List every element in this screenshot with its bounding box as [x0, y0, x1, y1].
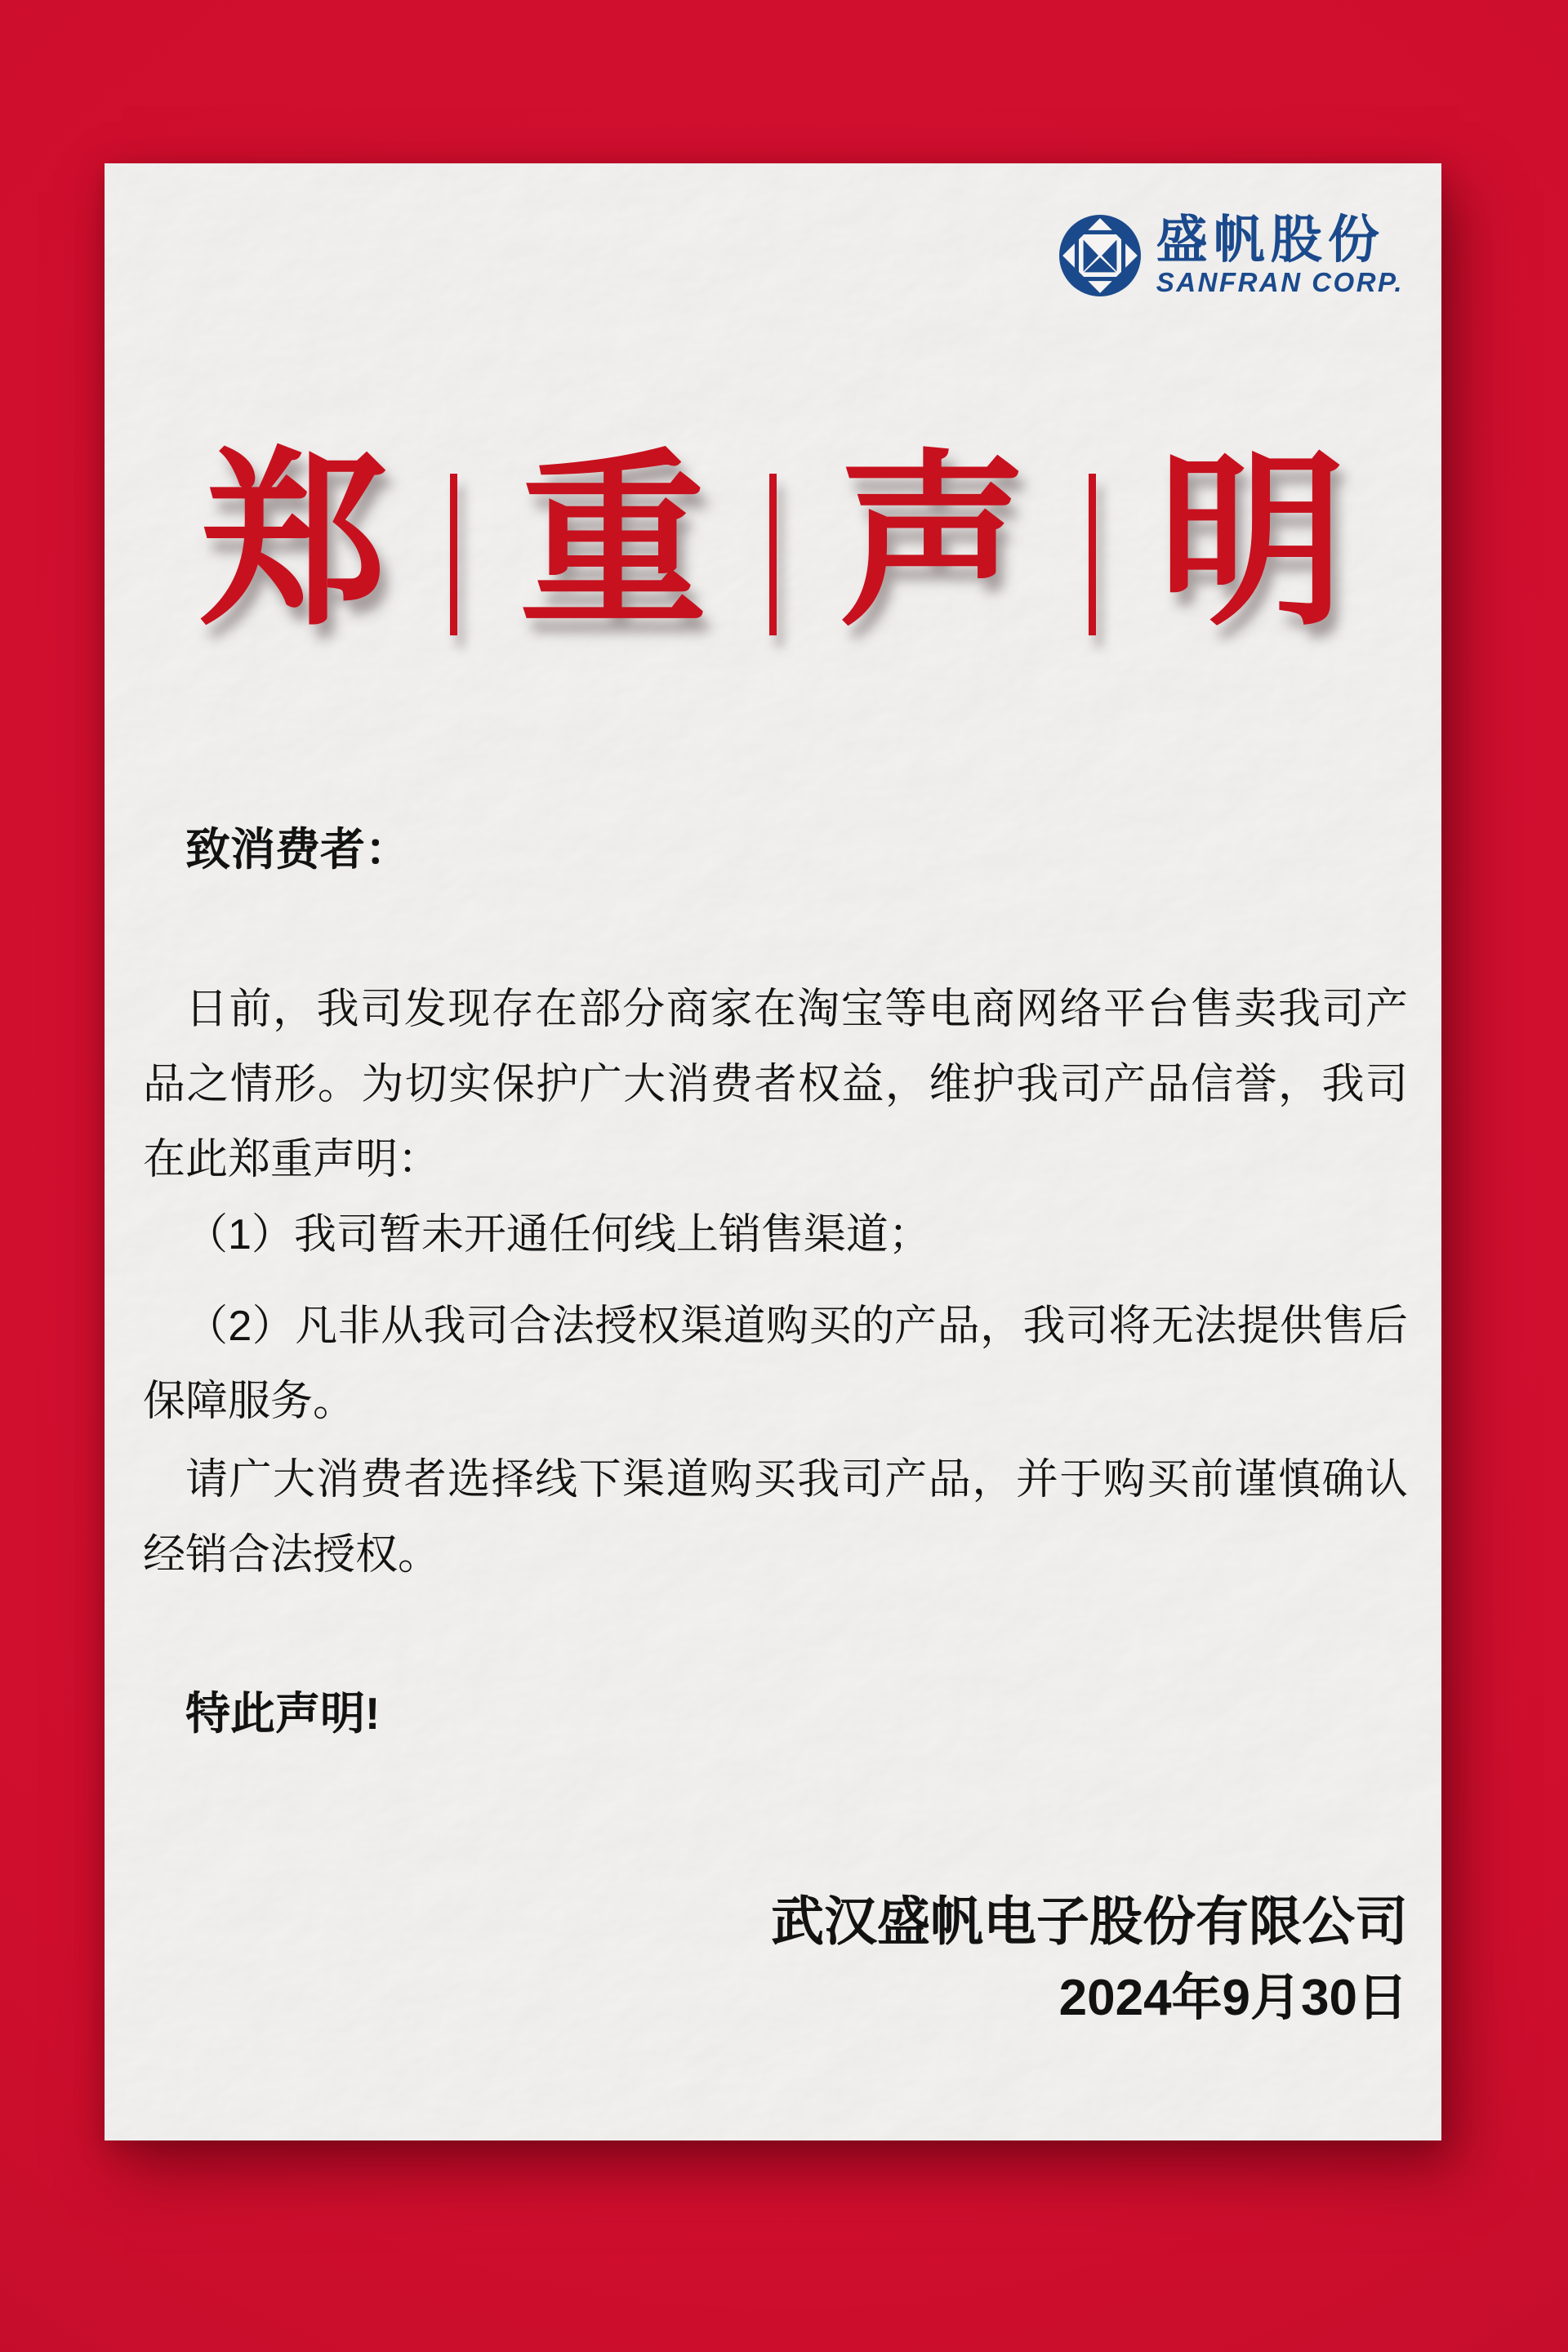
- company-logo-text: [1156, 214, 1404, 297]
- title-char: 重: [519, 431, 707, 652]
- paragraph: 日前，我司发现存在部分商家在淘宝等电商网络平台售卖我司产品之情形。为切实保护广大消费者权益，维护我司产品信誉，我司在此郑重声明：: [143, 986, 1408, 1183]
- title-char: 声: [839, 431, 1027, 652]
- company-logo-icon: [1058, 214, 1142, 297]
- signature-date: 2024年9月30日: [1058, 1970, 1408, 2026]
- company-name-cn: 盛帆股份: [1156, 212, 1385, 269]
- company-logo: [1058, 214, 1404, 297]
- signature-block: [771, 1882, 1408, 2036]
- statement-title: [105, 431, 1441, 652]
- title-char: 郑: [199, 431, 388, 652]
- paragraph: 请广大消费者选择线下渠道购买我司产品，并于购买前谨慎确认经销合法授权。: [143, 1456, 1408, 1579]
- paragraph: （1）我司暂未开通任何线上销售渠道；: [185, 1211, 931, 1258]
- statement-paper: [105, 163, 1441, 2140]
- signature-company: 武汉盛帆电子股份有限公司: [770, 1891, 1408, 1951]
- title-char: 明: [1158, 431, 1347, 652]
- company-name-en: SANFRAN CORP.: [1156, 267, 1404, 297]
- paragraph: （2）凡非从我司合法授权渠道购买的产品，我司将无法提供售后保障服务。: [143, 1303, 1408, 1425]
- salutation: 致消费者：: [185, 824, 411, 875]
- title-separator: [769, 474, 777, 635]
- statement-body: [143, 812, 1408, 1751]
- title-separator: [450, 474, 457, 635]
- closing-statement: 特此声明!: [185, 1688, 381, 1739]
- title-separator: [1089, 474, 1096, 635]
